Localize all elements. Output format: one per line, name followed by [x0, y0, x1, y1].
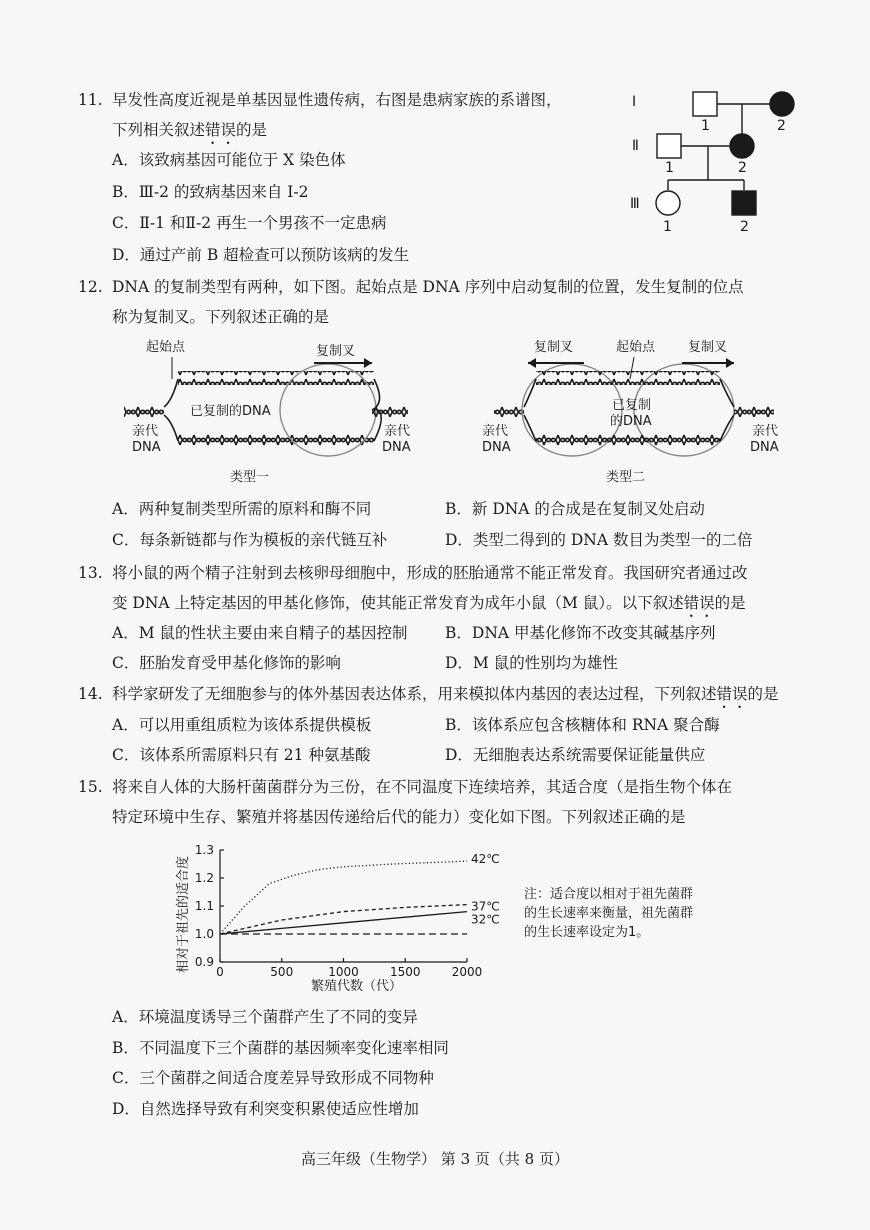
replication-type1-diagram: [124, 339, 411, 485]
type2-replicated-label-b: 的DNA: [610, 414, 652, 429]
type2-parent-right-a: 亲代: [752, 424, 779, 439]
pedigree-I1-male: [693, 92, 717, 116]
type1-parent-left-a: 亲代: [132, 424, 159, 439]
pedigree-label-II1: 1: [665, 160, 674, 176]
x-tick-label: 1000: [328, 965, 359, 979]
q11-option-b: B．Ⅲ-2 的致病基因来自 Ⅰ-2: [112, 183, 309, 201]
x-tick-label: 2000: [451, 965, 483, 979]
type2-fork-right-label: 复制叉: [688, 340, 728, 355]
type2-fork-left-label: 复制叉: [534, 340, 574, 355]
series-label: 32℃: [471, 912, 500, 927]
pedigree-label-I2: 2: [777, 118, 786, 134]
q15-option-d: D．自然选择导致有利突变积累使适应性增加: [112, 1100, 419, 1118]
type2-caption: 类型二: [606, 470, 646, 485]
fitness-line-chart: [165, 835, 515, 995]
q15-option-c: C．三个菌群之间适合度差异导致形成不同物种: [112, 1069, 434, 1087]
q12-option-d: D．类型二得到的 DNA 数目为类型一的二倍: [445, 531, 753, 549]
y-tick-label: 1.3: [194, 843, 214, 857]
q13-option-a: A．M 鼠的性状主要由来自精子的基因控制: [112, 624, 408, 642]
q11-option-d: D．通过产前 B 超检查可以预防该病的发生: [112, 246, 410, 264]
type1-parent-right-a: 亲代: [384, 424, 411, 439]
q13-stem-line1: 将小鼠的两个精子注射到去核卵母细胞中，形成的胚胎通常不能正常发育。我国研究者通过改: [112, 564, 748, 582]
pedigree-chart: [620, 82, 820, 242]
q12-option-b: B．新 DNA 的合成是在复制叉处启动: [445, 500, 705, 518]
q12-option-c: C．每条新链都与作为模板的亲代链互补: [112, 531, 388, 549]
chart-y-label: 相对于祖先的适合度: [176, 855, 191, 973]
q15-stem-line1: 将来自人体的大肠杆菌菌群分为三份，在不同温度下连续培养，其适合度（是指生物个体在: [112, 778, 733, 796]
pedigree-gen-III: Ⅲ: [630, 196, 640, 212]
y-tick-label: 1.2: [194, 871, 214, 885]
q11-option-a: A．该致病基因可能位于 X 染色体: [112, 151, 346, 169]
type1-replicated-label: 已复制的DNA: [190, 404, 271, 419]
q14-number: 14.: [78, 685, 103, 703]
y-tick-label: 0.9: [194, 955, 214, 969]
q13-option-d: D．M 鼠的性别均为雄性: [445, 654, 618, 672]
type1-parent-right-b: DNA: [382, 440, 411, 455]
q15-stem-line2: 特定环境中生存、繁殖并将基因传递给后代的能力）变化如下图。下列叙述正确的是: [112, 808, 686, 826]
pedigree-label-III1: 1: [663, 219, 672, 235]
type2-parent-left-a: 亲代: [482, 424, 509, 439]
type1-origin-label: 起始点: [146, 340, 186, 355]
series-line-32℃: [220, 912, 467, 934]
q11-stem-line1: 早发性高度近视是单基因显性遗传病，右图是患病家族的系谱图，: [112, 91, 562, 109]
q13-option-b: B．DNA 甲基化修饰不改变其碱基序列: [445, 624, 716, 642]
series-label: 37℃: [471, 899, 500, 914]
q12-stem-line1: DNA 的复制类型有两种，如下图。起始点是 DNA 序列中启动复制的位置，发生复制的位点: [112, 278, 744, 296]
pedigree-label-I1: 1: [701, 118, 710, 134]
type2-parent-left-b: DNA: [482, 440, 511, 455]
type2-origin-label: 起始点: [616, 340, 656, 355]
type2-replicated-label-a: 已复制: [612, 398, 652, 413]
chart-note-line1: 注：适合度以相对于祖先菌群: [524, 887, 694, 902]
x-tick-label: 1500: [389, 965, 421, 979]
pedigree-label-III2: 2: [740, 219, 749, 235]
replication-type2-diagram: [482, 339, 779, 485]
pedigree-III2-affected-male: [732, 191, 756, 215]
type2-parent-right-b: DNA: [750, 440, 779, 455]
page-footer: 高三年级（生物学） 第 3 页（共 8 页）: [301, 1150, 569, 1168]
q11-option-c: C．Ⅱ-1 和Ⅱ-2 再生一个男孩不一定患病: [112, 214, 387, 232]
pedigree-I2-affected-female: [770, 92, 794, 116]
q13-option-c: C．胚胎发育受甲基化修饰的影响: [112, 654, 341, 672]
series-label: 42℃: [471, 852, 500, 867]
pedigree-gen-I: Ⅰ: [632, 94, 637, 110]
chart-note: [524, 885, 693, 942]
q14-stem: 科学家研发了无细胞参与的体外基因表达体系，用来模拟体内基因的表达过程，下列叙述错误的是: [112, 685, 779, 703]
type1-fork-label: 复制叉: [316, 344, 356, 359]
q13-number: 13.: [78, 564, 103, 582]
q12-number: 12.: [78, 278, 103, 296]
pedigree-label-II2: 2: [738, 160, 747, 176]
x-tick-label: 0: [216, 965, 224, 979]
q15-option-b: B．不同温度下三个菌群的基因频率变化速率相同: [112, 1039, 449, 1057]
series-line-37℃: [220, 905, 467, 934]
q14-option-a: A．可以用重组质粒为该体系提供模板: [112, 716, 372, 734]
dna-replication-figure: [110, 335, 790, 495]
q11-number: 11.: [78, 91, 103, 109]
chart-series-group: [220, 861, 467, 934]
q14-option-d: D．无细胞表达系统需要保证能量供应: [445, 746, 706, 764]
chart-note-line3: 的生长速率设定为1。: [524, 925, 650, 940]
y-tick-label: 1.0: [194, 927, 214, 941]
q11-stem-line2: 下列相关叙述错误的是: [112, 121, 268, 139]
y-tick-label: 1.1: [194, 899, 214, 913]
pedigree-III1-female: [656, 191, 680, 215]
q15-number: 15.: [78, 778, 103, 796]
q12-option-a: A．两种复制类型所需的原料和酶不同: [112, 500, 372, 518]
q13-stem-line2: 变 DNA 上特定基因的甲基化修饰，使其能正常发育为成年小鼠（M 鼠）。以下叙述错误的是: [112, 594, 746, 612]
chart-note-line2: 的生长速率来衡量，祖先菌群: [524, 906, 694, 921]
pedigree-gen-II: Ⅱ: [632, 138, 639, 154]
q14-option-b: B．该体系应包含核糖体和 RNA 聚合酶: [445, 716, 720, 734]
chart-x-label: 繁殖代数（代）: [311, 979, 403, 994]
q14-option-c: C．该体系所需原料只有 21 种氨基酸: [112, 746, 371, 764]
type1-parent-left-b: DNA: [132, 440, 161, 455]
q15-option-a: A．环境温度诱导三个菌群产生了不同的变异: [112, 1008, 418, 1026]
q12-stem-line2: 称为复制叉。下列叙述正确的是: [112, 308, 330, 326]
type1-caption: 类型一: [230, 470, 270, 485]
pedigree-II1-male: [657, 134, 681, 158]
pedigree-II2-affected-female: [730, 134, 754, 158]
x-tick-label: 500: [270, 965, 294, 979]
